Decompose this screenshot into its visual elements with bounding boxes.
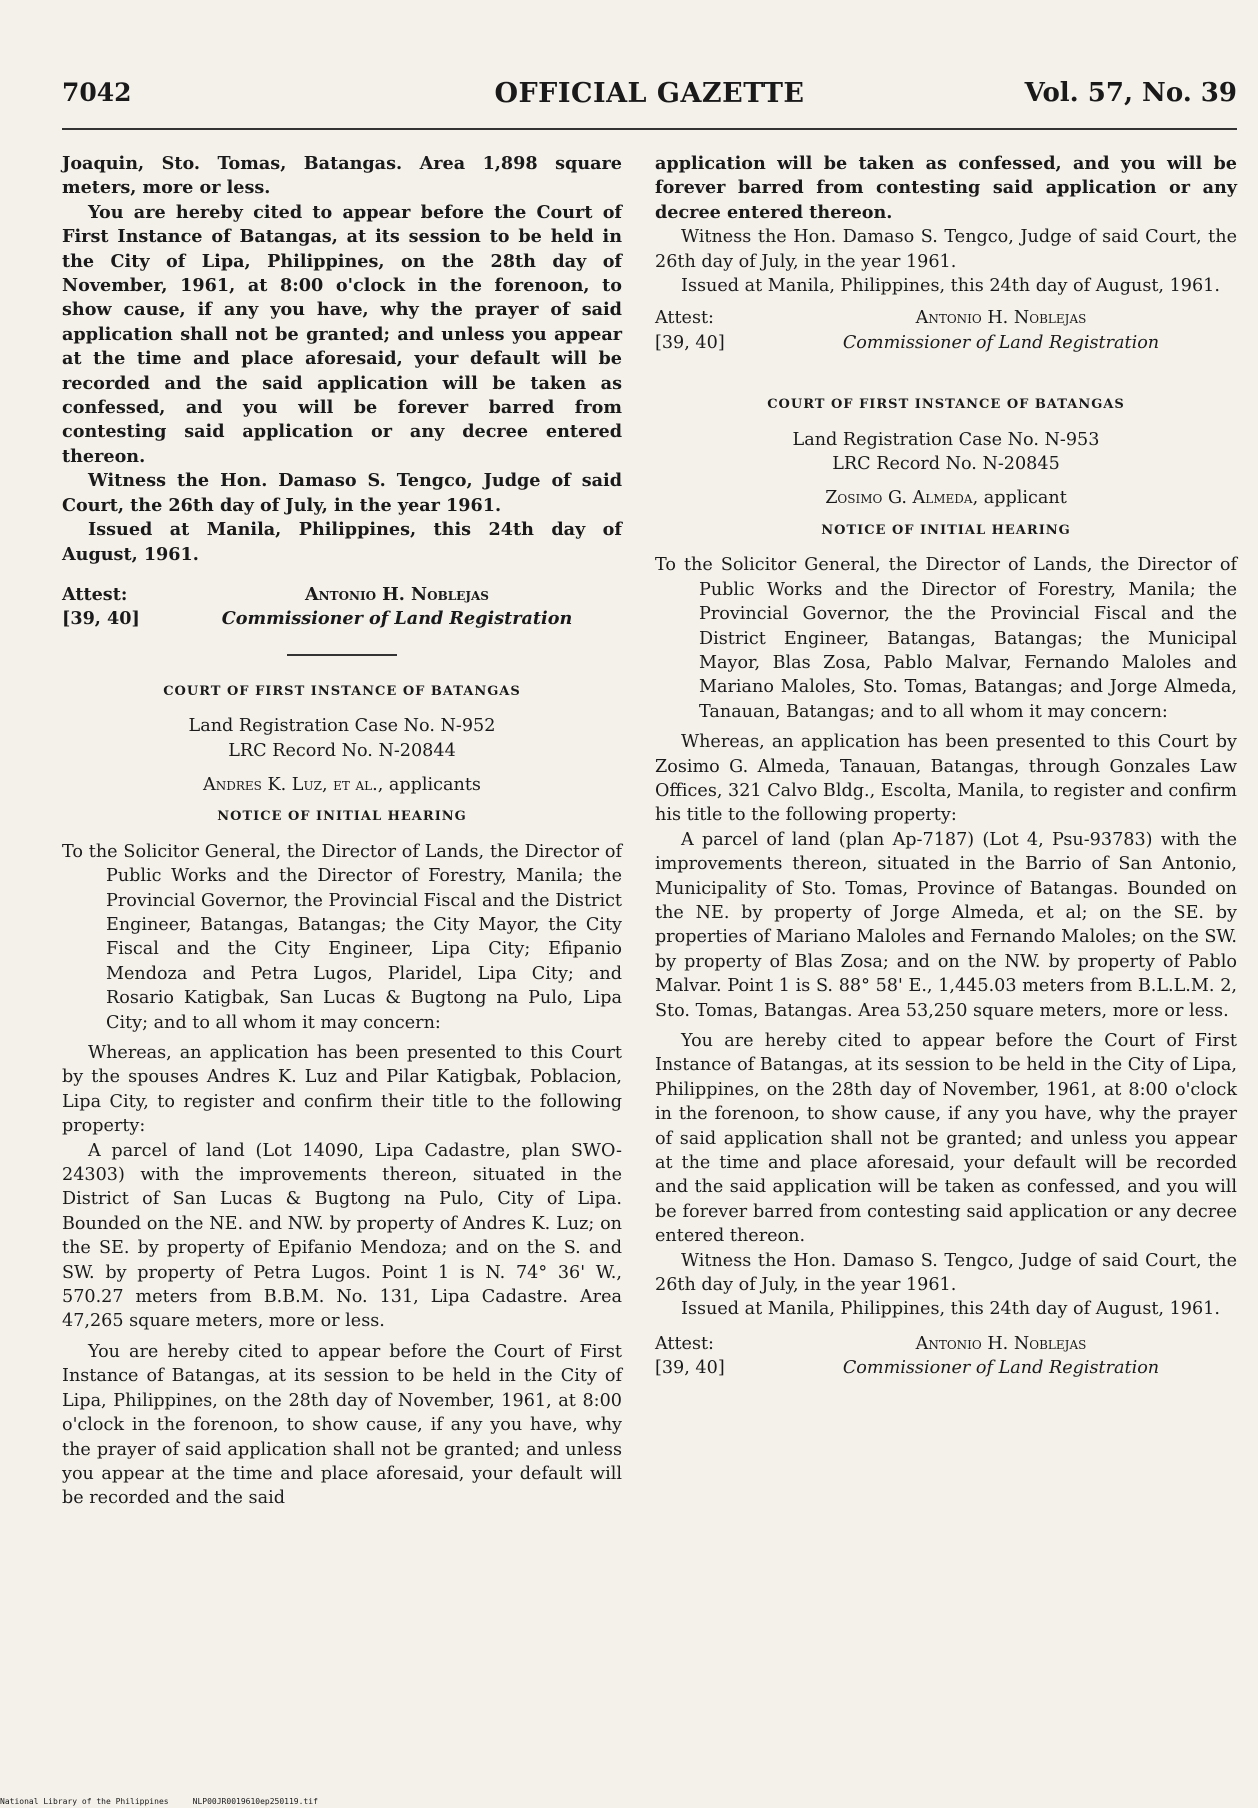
applicant-role: applicants <box>388 774 481 795</box>
record-number: LRC Record No. N-20844 <box>228 740 456 761</box>
whereas-paragraph: Whereas, an application has been presented to this Court by Zosimo G. Almeda, Tanauan, Batangas, through Gonzales Law Offices, 321 Calvo Bldg., Escolta, Manila, to register and confirm his title to the following property: <box>655 732 1237 826</box>
attest-name: Antonio H. Noblejas <box>915 1333 1087 1354</box>
applicant-name: Andres K. Luz, et al., <box>203 774 384 795</box>
right-issued-paragraph: Issued at Manila, Philippines, this 24th day of August, 1961. <box>681 276 1220 297</box>
case-number: Land Registration Case No. N-952 <box>188 716 496 737</box>
left-cited-paragraph: You are hereby cited to appear before the Court of First Instance of Batangas, at its session to be held in the City of Lipa, Philippines, on the 28th day of November, 1961, at 8:00 o'clock in the forenoon, to show cause, if any you have, why the prayer of said application shall not be granted; and unless you appear at the time and place aforesaid, your default will be recorded and the said application will be taken as confessed, and you will be forever barred from contesting said application or any decree entered thereon. <box>62 201 622 467</box>
attest-title: Commissioner of Land Registration <box>842 1358 1160 1379</box>
left-issued-paragraph: Issued at Manila, Philippines, this 24th day of August, 1961. <box>62 519 622 565</box>
attest-label: Attest: <box>655 308 714 329</box>
cited-paragraph: You are hereby cited to appear before the Court of First Instance of Batangas, at its session to be held in the City of Lipa, Philippines, on the 28th day of November, 1961, at 8:00 o'clock in the forenoon, to show cause, if any you have, why the prayer of said application shall not be granted; and unless you appear at the time and place aforesaid, your default will be recorded and the said <box>62 1341 622 1509</box>
volume-number: Vol. 57, No. 39 <box>1024 78 1237 108</box>
applicant-role: applicant <box>983 488 1067 509</box>
right-attest-block <box>655 306 1237 355</box>
attest-title: Commissioner of Land Registration <box>221 608 573 630</box>
record-number: LRC Record No. N-20845 <box>832 454 1060 475</box>
cited-paragraph: You are hereby cited to appear before the Court of First Instance of Batangas, at its session to be held in the City of Lipa, Philippines, on the 28th day of November, 1961, at 8:00 o'clock in the forenoon, to show cause, if any you have, why the prayer of said application shall not be granted; and unless you appear at the time and place aforesaid, your default will be recorded and the said application will be taken as confessed, and you will be forever barred from contesting said application or any decree entered thereon. <box>655 1031 1237 1247</box>
page-header <box>62 78 1237 114</box>
right-witness-paragraph: Witness the Hon. Damaso S. Tengco, Judge of said Court, the 26th day of July, in the year 1961. <box>655 227 1237 272</box>
applicant-line <box>655 486 1237 510</box>
attest-name: Antonio H. Noblejas <box>915 308 1087 329</box>
right-column <box>655 152 1237 1381</box>
notice-heading: NOTICE OF INITIAL HEARING <box>821 522 1071 538</box>
addressee-paragraph: To the Solicitor General, the Director of Lands, the Director of Public Works and the Director of Forestry, Manila; the Provincial Governor, the Provincial Fiscal and the District Engineer, Batangas, Batangas; the City Mayor, the City Fiscal and the City Engineer, Lipa City; Efipanio Mendoza and Petra Lugos, Plaridel, Lipa City; and Rosario Katigbak, San Lucas & Bugtong na Pulo, Lipa City; and to all whom it may concern: <box>62 841 622 1033</box>
court-heading: COURT OF FIRST INSTANCE OF BATANGAS <box>767 397 1125 413</box>
page-number: 7042 <box>62 78 132 107</box>
whereas-paragraph: Whereas, an application has been presented to this Court by the spouses Andres K. Luz and Pilar Katigbak, Poblacion, Lipa City, to register and confirm their title to the following property: <box>62 1043 622 1137</box>
right-continued-paragraph: application will be taken as confessed, and you will be forever barred from contesting said application or any decree entered thereon. <box>655 153 1237 223</box>
left-column <box>62 152 622 1511</box>
attest-label: Attest: <box>655 1333 714 1354</box>
scan-footer: National Library of the Philippines NLP00JR0019610ep250119.tif <box>0 1797 318 1806</box>
court-heading: COURT OF FIRST INSTANCE OF BATANGAS <box>163 683 521 699</box>
left-continued-paragraph: Joaquin, Sto. Tomas, Batangas. Area 1,898 square meters, more or less. <box>62 153 622 199</box>
left-attest-block <box>62 583 622 632</box>
applicant-name: Zosimo G. Almeda, <box>825 488 979 509</box>
issued-paragraph: Issued at Manila, Philippines, this 24th day of August, 1961. <box>681 1299 1220 1320</box>
right-attest-block-2 <box>655 1332 1237 1381</box>
publication-title: OFFICIAL GAZETTE <box>494 78 805 109</box>
attest-label: Attest: <box>62 583 128 605</box>
attest-name: Antonio H. Noblejas <box>305 583 489 605</box>
applicant-line <box>62 773 622 797</box>
parcel-paragraph: A parcel of land (Lot 14090, Lipa Cadastre, plan SWO-24303) with the improvements thereon, situated in the District of San Lucas & Bugtong na Pulo, City of Lipa. Bounded on the NE. and NW. by property of Andres K. Luz; on the SE. by property of Epifanio Mendoza; and on the S. and SW. by property of Petra Lugos. Point 1 is N. 74° 36' W., 570.27 meters from B.B.M. No. 131, Lipa Cadastre. Area 47,265 square meters, more or less. <box>62 1140 622 1332</box>
case-number: Land Registration Case No. N-953 <box>792 429 1100 450</box>
notice-heading: NOTICE OF INITIAL HEARING <box>217 809 467 825</box>
attest-reference: [39, 40] <box>655 1358 725 1379</box>
addressee-paragraph: To the Solicitor General, the Director of Lands, the Director of Public Works and the Director of Forestry, Manila; the Provincial Governor, the the Provincial Fiscal and the District Engineer, Batangas, Batangas; the Municipal Mayor, Blas Zosa, Pablo Malvar, Fernando Maloles and Mariano Maloles, Sto. Tomas, Batangas; and Jorge Almeda, Tanauan, Batangas; and to all whom it may concern: <box>655 555 1237 722</box>
parcel-paragraph: A parcel of land (plan Ap-7187) (Lot 4, Psu-93783) with the improvements thereon, situated in the Barrio of San Antonio, Municipality of Sto. Tomas, Province of Batangas. Bounded on the NE. by property of Jorge Almeda, et al; on the SE. by properties of Mariano Maloles and Fernando Maloles; on the SW. by property of Blas Zosa; and on the NW. by property of Pablo Malvar. Point 1 is S. 88° 58' E., 1,445.03 meters from B.L.L.M. 2, Sto. Tomas, Batangas. Area 53,250 square meters, more or less. <box>655 829 1237 1021</box>
attest-reference: [39, 40] <box>655 332 725 353</box>
attest-title: Commissioner of Land Registration <box>842 332 1160 353</box>
attest-reference: [39, 40] <box>62 608 140 630</box>
witness-paragraph: Witness the Hon. Damaso S. Tengco, Judge of said Court, the 26th day of July, in the year 1961. <box>655 1250 1237 1296</box>
header-rule <box>62 128 1237 130</box>
section-divider <box>287 654 397 656</box>
left-witness-paragraph: Witness the Hon. Damaso S. Tengco, Judge of said Court, the 26th day of July, in the year 1961. <box>62 470 622 516</box>
